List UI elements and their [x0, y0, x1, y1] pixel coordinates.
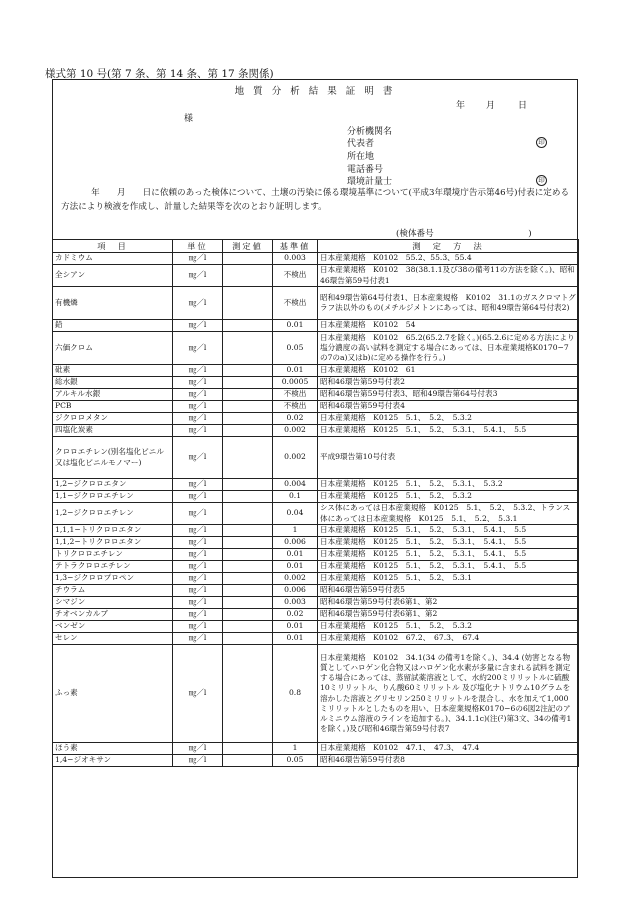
row-measured[interactable] [223, 633, 273, 645]
row-standard: 0.002 [273, 573, 318, 585]
results-table [52, 239, 579, 767]
row-item: PCB [53, 401, 173, 413]
row-standard: 0.04 [273, 503, 318, 525]
row-standard: 0.01 [273, 365, 318, 377]
sample-number-label: (検体番号 ) [396, 229, 532, 239]
row-method: 日本産業規格 K0102 47.1、 47.3、 47.4 [318, 743, 579, 755]
row-measured[interactable] [223, 537, 273, 549]
row-method: 日本産業規格 K0125 5.1、 5.2、 5.3.2 [318, 413, 579, 425]
row-standard: 0.01 [273, 549, 318, 561]
row-method: 昭和46環告第59号付表6第1、第2 [318, 597, 579, 609]
row-method: 日本産業規格 K0125 5.1、 5.2、 5.3.1、 5.4.1、 5.5 [318, 537, 579, 549]
row-unit: ㎎／l [173, 585, 223, 597]
table-row [53, 377, 579, 389]
row-unit: ㎎／l [173, 561, 223, 573]
row-measured[interactable] [223, 425, 273, 437]
row-unit: ㎎／l [173, 320, 223, 332]
row-item: 四塩化炭素 [53, 425, 173, 437]
row-item: 砒素 [53, 365, 173, 377]
row-method: 平成9環告第10号付表 [318, 437, 579, 479]
row-method: 昭和46環告第59号付表3、昭和49環告第64号付表3 [318, 389, 579, 401]
row-item: カドミウム [53, 253, 173, 265]
header-standard: 基準値 [273, 240, 318, 253]
row-method: 日本産業規格 K0125 5.1、 5.2、 5.3.1、 5.4.1、 5.5 [318, 425, 579, 437]
row-standard: 0.01 [273, 621, 318, 633]
row-measured[interactable] [223, 365, 273, 377]
row-unit: ㎎／l [173, 377, 223, 389]
row-method: 日本産業規格 K0102 34.1(34 の備考1を除く。)、34.4 (妨害となる物質としてハロゲン化合物又はハロゲン化水素が多量に含まれる試料を測定する場合にあっては、蒸留試薬溶液として、水約200ミリリットルに硫酸10ミリリットル、りん酸60ミリリットル 及び塩化ナトリウム10グラムを溶かした溶液とグリセリン250ミリリットルを混合し、水を加えて1,000ミリリットルとしたものを用い、日本産業規格K0170−6の6図2注記のアルミニウム溶液のラインを追加する。)、34.1.1c)(注(²)第3文、34の備考1を除く。)及び昭和46環告第59号付表7 [318, 645, 579, 743]
row-item: 全シアン [53, 265, 173, 287]
row-measured[interactable] [223, 265, 273, 287]
table-row [53, 743, 579, 755]
row-standard: 0.006 [273, 537, 318, 549]
measurer-seal-icon: 印 [536, 175, 547, 186]
row-measured[interactable] [223, 743, 273, 755]
certificate-frame [52, 79, 578, 878]
row-measured[interactable] [223, 597, 273, 609]
row-unit: ㎎／l [173, 755, 223, 767]
row-item: 鉛 [53, 320, 173, 332]
row-method: 昭和46環告第59号付表4 [318, 401, 579, 413]
row-standard: 0.01 [273, 320, 318, 332]
row-standard: 0.006 [273, 585, 318, 597]
row-unit: ㎎／l [173, 491, 223, 503]
table-row [53, 597, 579, 609]
table-row [53, 401, 579, 413]
row-measured[interactable] [223, 573, 273, 585]
row-item: 1,4−ジオキサン [53, 755, 173, 767]
issuer-phone-label: 電話番号 [347, 165, 384, 175]
row-method: 日本産業規格 K0102 61 [318, 365, 579, 377]
row-measured[interactable] [223, 377, 273, 389]
row-unit: ㎎／l [173, 621, 223, 633]
row-standard: 0.02 [273, 413, 318, 425]
row-measured[interactable] [223, 287, 273, 320]
row-item: ほう素 [53, 743, 173, 755]
row-measured[interactable] [223, 645, 273, 743]
date-year: 年 [456, 101, 466, 111]
row-standard: 不検出 [273, 389, 318, 401]
row-measured[interactable] [223, 609, 273, 621]
row-item: 1,3−ジクロロプロペン [53, 573, 173, 585]
row-unit: ㎎／l [173, 645, 223, 743]
row-item: 六価クロム [53, 332, 173, 365]
row-unit: ㎎／l [173, 389, 223, 401]
table-row [53, 645, 579, 743]
representative-seal-icon: 印 [536, 137, 547, 148]
row-measured[interactable] [223, 401, 273, 413]
row-unit: ㎎／l [173, 479, 223, 491]
row-standard: 0.0005 [273, 377, 318, 389]
document-title: 地 質 分 析 結 果 証 明 書 [234, 86, 396, 97]
row-method: 昭和46環告第59号付表6第1、第2 [318, 609, 579, 621]
row-measured[interactable] [223, 413, 273, 425]
row-item: アルキル水銀 [53, 389, 173, 401]
header-measured: 測定値 [223, 240, 273, 253]
row-standard: 不検出 [273, 265, 318, 287]
row-item: トリクロロエチレン [53, 549, 173, 561]
row-unit: ㎎／l [173, 503, 223, 525]
table-header-row [53, 240, 579, 253]
row-method: 日本産業規格 K0102 55.2、55.3、55.4 [318, 253, 579, 265]
row-measured[interactable] [223, 437, 273, 479]
row-item: 総水銀 [53, 377, 173, 389]
row-item: セレン [53, 633, 173, 645]
table-row [53, 503, 579, 525]
row-standard: 不検出 [273, 287, 318, 320]
table-row [53, 265, 579, 287]
table-row [53, 389, 579, 401]
table-row [53, 609, 579, 621]
row-standard: 1 [273, 525, 318, 537]
issuer-agency-label: 分析機関名 [347, 127, 393, 137]
row-item: 1,1,2−トリクロロエタン [53, 537, 173, 549]
table-row [53, 621, 579, 633]
intro-statement: 年 月 日に依頼のあった検体について、土壌の汚染に係る環境基準について(平成3年環境庁告示第46号)付表に定める方法により検液を作成し、計量した結果等を次のとおり証明します。 [61, 188, 570, 212]
row-measured[interactable] [223, 332, 273, 365]
table-row [53, 755, 579, 767]
row-method: 日本産業規格 K0125 5.1、 5.2、 5.3.2 [318, 491, 579, 503]
row-method: 日本産業規格 K0125 5.1、 5.2、 5.3.2 [318, 621, 579, 633]
row-unit: ㎎／l [173, 743, 223, 755]
table-row [53, 525, 579, 537]
row-item: 1,1,1−トリクロロエタン [53, 525, 173, 537]
table-row [53, 479, 579, 491]
row-method: 日本産業規格 K0125 5.1、 5.2、 5.3.1、 5.4.1、 5.5 [318, 561, 579, 573]
row-item: テトラクロロエチレン [53, 561, 173, 573]
table-row [53, 561, 579, 573]
table-row [53, 537, 579, 549]
table-row [53, 253, 579, 265]
table-row [53, 437, 579, 479]
issuer-representative-label: 代表者 [347, 139, 375, 149]
row-item: 1,2−ジクロロエチレン [53, 503, 173, 525]
row-measured[interactable] [223, 549, 273, 561]
issuer-measurer-label: 環境計量士 [347, 177, 393, 187]
row-method: 昭和46環告第59号付表5 [318, 585, 579, 597]
row-unit: ㎎／l [173, 633, 223, 645]
row-method: 日本産業規格 K0102 54 [318, 320, 579, 332]
row-standard: 0.003 [273, 597, 318, 609]
row-method: シス体にあっては日本産業規格 K0125 5.1、 5.2、 5.3.2、トランス体にあっては日本産業規格 K0125 5.1、 5.2、 5.3.1 [318, 503, 579, 525]
row-item: ジクロロメタン [53, 413, 173, 425]
row-unit: ㎎／l [173, 537, 223, 549]
table-row [53, 332, 579, 365]
table-row [53, 573, 579, 585]
header-method: 測 定 方 法 [318, 240, 579, 253]
row-unit: ㎎／l [173, 549, 223, 561]
row-method: 日本産業規格 K0102 65.2(65.2.7を除く。)(65.2.6に定める方法により塩分濃度の高い試料を測定する場合にあっては、日本産業規格K0170−7の7のa)又はb)に定める操作を行う。) [318, 332, 579, 365]
row-measured[interactable] [223, 253, 273, 265]
row-item: クロロエチレン(別名塩化ビニル又は塩化ビニルモノマー) [53, 437, 173, 479]
table-row [53, 413, 579, 425]
row-standard: 0.002 [273, 425, 318, 437]
addressee-suffix: 様 [184, 114, 194, 124]
row-standard: 0.01 [273, 561, 318, 573]
row-standard: 0.1 [273, 491, 318, 503]
row-method: 日本産業規格 K0125 5.1、 5.2、 5.3.1、 5.4.1、 5.5 [318, 549, 579, 561]
issuer-address-label: 所在地 [347, 152, 375, 162]
row-item: 有機燐 [53, 287, 173, 320]
row-measured[interactable] [223, 320, 273, 332]
table-row [53, 365, 579, 377]
row-unit: ㎎／l [173, 525, 223, 537]
row-measured[interactable] [223, 621, 273, 633]
row-unit: ㎎／l [173, 609, 223, 621]
row-unit: ㎎／l [173, 437, 223, 479]
date-day: 日 [518, 101, 528, 111]
row-item: 1,2−ジクロロエタン [53, 479, 173, 491]
form-label: 様式第 10 号(第 7 条、第 14 条、第 17 条関係) [45, 68, 274, 80]
row-measured[interactable] [223, 525, 273, 537]
date-month: 月 [486, 101, 496, 111]
table-row [53, 425, 579, 437]
row-measured[interactable] [223, 755, 273, 767]
table-row [53, 585, 579, 597]
row-method: 日本産業規格 K0125 5.1、 5.2、 5.3.1、 5.3.2 [318, 479, 579, 491]
row-method: 昭和49環告第64号付表1、日本産業規格 K0102 31.1のガスクロマトグラフ法以外のもの(メチルジメトンにあっては、昭和49環告第64号付表2) [318, 287, 579, 320]
row-standard: 0.02 [273, 609, 318, 621]
row-method: 日本産業規格 K0102 38(38.1.1及び38の備考11の方法を除く。)、昭和46環告第59号付表1 [318, 265, 579, 287]
row-method: 昭和46環告第59号付表2 [318, 377, 579, 389]
row-unit: ㎎／l [173, 287, 223, 320]
table-row [53, 633, 579, 645]
header-item: 項 目 [53, 240, 173, 253]
row-unit: ㎎／l [173, 573, 223, 585]
row-unit: ㎎／l [173, 401, 223, 413]
row-standard: 1 [273, 743, 318, 755]
row-measured[interactable] [223, 479, 273, 491]
row-standard: 0.003 [273, 253, 318, 265]
row-standard: 0.004 [273, 479, 318, 491]
row-standard: 0.8 [273, 645, 318, 743]
header-unit: 単位 [173, 240, 223, 253]
row-method: 日本産業規格 K0125 5.1、 5.2、 5.3.1 [318, 573, 579, 585]
row-unit: ㎎／l [173, 365, 223, 377]
table-row [53, 320, 579, 332]
row-method: 日本産業規格 K0125 5.1、 5.2、 5.3.1、 5.4.1、 5.5 [318, 525, 579, 537]
row-measured[interactable] [223, 389, 273, 401]
row-standard: 0.01 [273, 633, 318, 645]
row-unit: ㎎／l [173, 265, 223, 287]
row-unit: ㎎／l [173, 425, 223, 437]
row-item: ふっ素 [53, 645, 173, 743]
row-standard: 0.05 [273, 755, 318, 767]
row-unit: ㎎／l [173, 597, 223, 609]
row-measured[interactable] [223, 561, 273, 573]
row-item: シマジン [53, 597, 173, 609]
row-method: 昭和46環告第59号付表8 [318, 755, 579, 767]
table-row [53, 491, 579, 503]
row-item: 1,1−ジクロロエチレン [53, 491, 173, 503]
table-row [53, 287, 579, 320]
row-unit: ㎎／l [173, 332, 223, 365]
row-item: チウラム [53, 585, 173, 597]
row-unit: ㎎／l [173, 253, 223, 265]
row-method: 日本産業規格 K0102 67.2、 67.3、 67.4 [318, 633, 579, 645]
table-row [53, 549, 579, 561]
row-standard: 0.002 [273, 437, 318, 479]
row-standard: 不検出 [273, 401, 318, 413]
row-measured[interactable] [223, 491, 273, 503]
row-measured[interactable] [223, 503, 273, 525]
row-item: チオベンカルブ [53, 609, 173, 621]
row-unit: ㎎／l [173, 413, 223, 425]
row-item: ベンゼン [53, 621, 173, 633]
row-measured[interactable] [223, 585, 273, 597]
row-standard: 0.05 [273, 332, 318, 365]
